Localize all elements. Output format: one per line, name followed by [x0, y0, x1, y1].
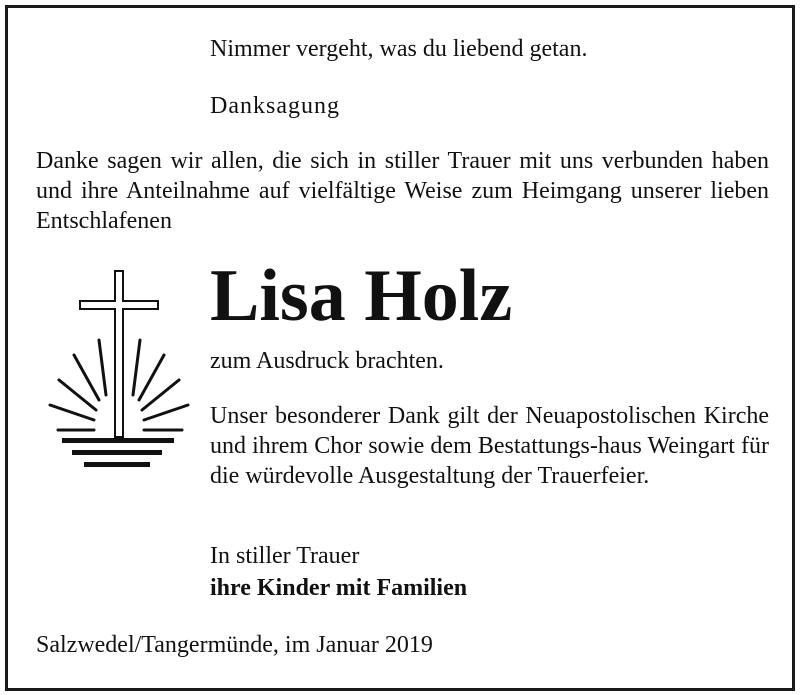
mourning-line: In stiller Trauer — [210, 543, 360, 569]
motto: Nimmer vergeht, was du liebend getan. — [210, 36, 588, 62]
heading-danksagung: Danksagung — [210, 93, 340, 119]
deceased-name: Lisa Holz — [210, 255, 513, 337]
place-date: Salzwedel/Tangermünde, im Januar 2019 — [36, 632, 433, 658]
special-thanks-text: Unser besonderer Dank gilt der Neuapostolischen Kirche und ihrem Chor sowie dem Bestattungs-haus Weingart für die würdevolle Ausgestaltung der Trauerfeier. — [210, 403, 769, 489]
intro-text: Danke sagen wir allen, die sich in stiller Trauer mit uns verbunden haben und ihre Anteilnahme auf vielfältige Weise zum Heimgang unserer lieben Entschlafenen — [36, 148, 769, 234]
expression-text: zum Ausdruck brachten. — [210, 348, 444, 374]
cross-sun-water-icon — [44, 270, 194, 480]
obituary-card — [5, 5, 795, 691]
mourners-signature: ihre Kinder mit Familien — [210, 575, 468, 601]
